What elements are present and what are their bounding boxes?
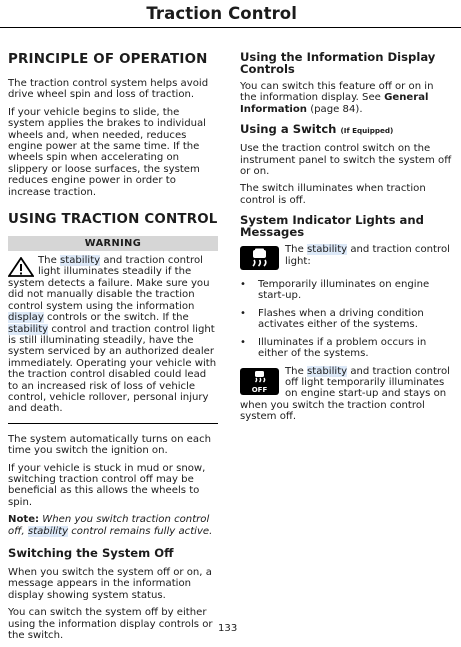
info-display-paragraph: You can switch this feature off or on in the information display. See General Information (page 84). xyxy=(240,81,434,115)
indicator-row: The stability and traction control light: xyxy=(240,244,452,273)
indicator-heading: System Indicator Lights and Messages xyxy=(240,213,424,240)
list-item: • Flashes when a driving condition activates either of the systems. xyxy=(240,308,452,331)
right-column xyxy=(240,40,452,429)
off-indicator-row: OFF The stability and traction control off light temporarily illuminates on engine start-up and stays on when you switch the traction control system off. xyxy=(240,365,450,423)
indicator-bullet-list xyxy=(240,279,452,359)
info-display-heading: Using the Information Display Controls xyxy=(240,50,436,76)
warning-triangle-icon xyxy=(8,257,34,277)
warning-divider xyxy=(8,423,218,424)
switch-paragraph-2: The switch illuminates when traction control is off. xyxy=(240,183,426,206)
principle-paragraph-2: If your vehicle begins to slide, the system applies the brakes to individual wheels and, when needed, reduces engine power at the same time. If the wheels spin when accelerating on slippery or loose surfaces, the system reduces engine power in order to increase traction. xyxy=(8,106,206,198)
switching-paragraph-2: You can switch the system off by either using the information display controls or the switch. xyxy=(8,607,213,642)
switching-heading: Switching the System Off xyxy=(8,546,174,560)
using-heading: USING TRACTION CONTROL xyxy=(8,212,218,228)
list-item: • Illuminates if a problem occurs in either of the systems. xyxy=(240,337,452,360)
principle-paragraph-1: The traction control system helps avoid drive wheel spin and loss of traction. xyxy=(8,78,209,101)
left-column xyxy=(8,40,218,647)
page-title: Traction Control xyxy=(146,4,297,23)
general-information-link: General Information xyxy=(240,92,429,115)
switching-paragraph-1: When you switch the system off or on, a message appears in the information display showing system status. xyxy=(8,567,212,601)
page-header xyxy=(0,0,461,28)
list-item: • Temporarily illuminates on engine start-up. xyxy=(240,279,452,302)
warning-banner: WARNING xyxy=(8,236,218,251)
principle-heading: PRINCIPLE OF OPERATION xyxy=(8,52,208,67)
stability-highlight: stability xyxy=(306,365,348,377)
stability-highlight: stability xyxy=(306,244,348,256)
page-number: 133 xyxy=(218,623,238,634)
stuck-paragraph: If your vehicle is stuck in mud or snow, switching traction control off may be beneficial as this allows the wheels to spin. xyxy=(8,462,206,508)
switch-heading: Using a Switch (If Equipped) xyxy=(240,122,394,137)
auto-on-paragraph: The system automatically turns on each time you switch the ignition on. xyxy=(8,433,212,457)
traction-control-icon xyxy=(240,246,279,270)
stability-highlight: stability xyxy=(27,525,69,537)
stability-highlight: stability xyxy=(59,255,101,267)
note-paragraph: Note: When you switch traction control off, stability control remains fully active. xyxy=(8,514,213,537)
switch-paragraph-1: Use the traction control switch on the instrument panel to switch the system off or on. xyxy=(240,143,452,178)
warning-text: The stability and traction control light illuminates steadily if the system detects a failure. Make sure you did not manually disable the traction control system using the information display controls or the switch. If the stability control and traction control light is still illuminating steadily, have the system serviced by an authorized dealer immediately. Operating your vehicle with the traction control disabled could lead to an increased risk of loss of vehicle control, vehicle rollover, personal injury and death. xyxy=(8,255,217,415)
display-highlight: display xyxy=(8,312,44,324)
traction-control-off-icon xyxy=(240,368,279,395)
stability-highlight: stability xyxy=(8,323,49,335)
off-label: OFF xyxy=(251,385,268,394)
